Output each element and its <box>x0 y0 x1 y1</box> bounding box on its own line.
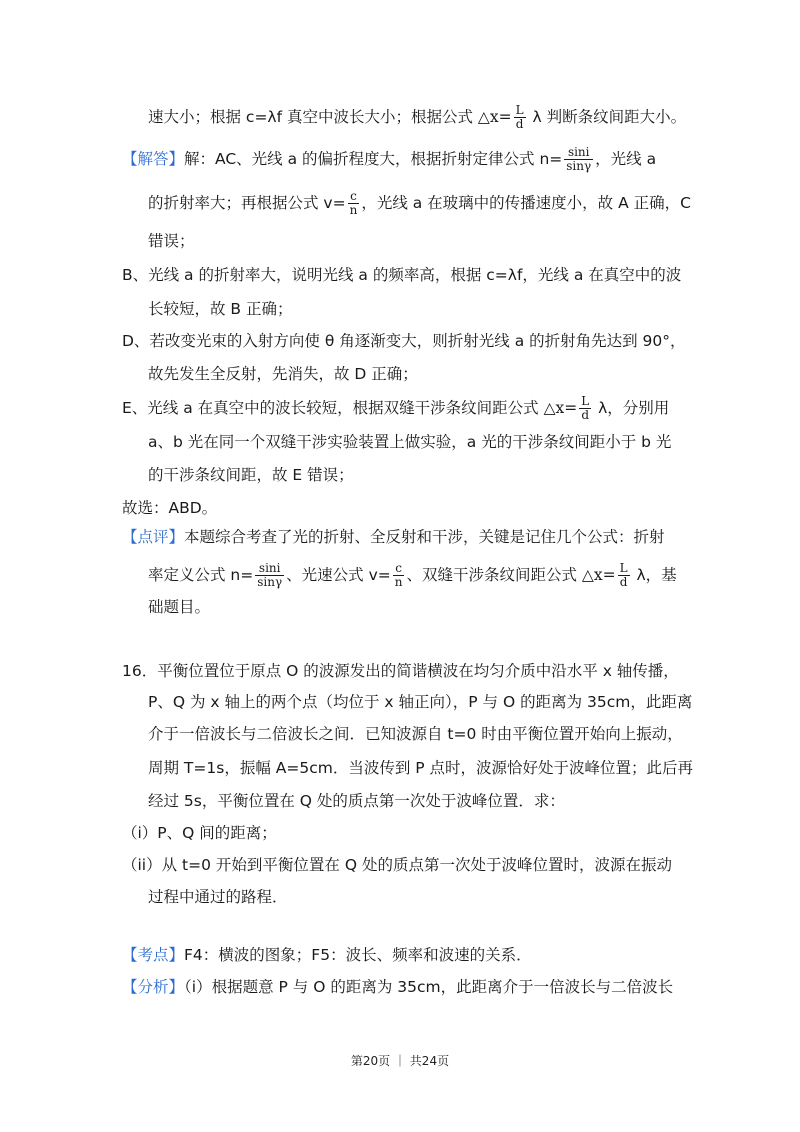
text-line <box>122 146 656 173</box>
question-line: 介于一倍波长与二倍波长之间．已知波源自 t=0 时由平衡位置开始向上振动， <box>148 725 683 743</box>
question-line: 经过 5s，平衡位置在 Q 处的质点第一次处于波峰位置．求： <box>148 792 565 810</box>
line-text: ，光线 a <box>595 150 657 168</box>
text-line <box>148 104 686 131</box>
text-line: a、b 光在同一个双缝干涉实验装置上做实验，a 光的干涉条纹间距小于 b 光 <box>148 433 672 451</box>
fraction: $\frac{L}{d}$ <box>619 561 628 589</box>
text-line: B、光线 a 的折射率大，说明光线 a 的频率高，根据 c=λf，光线 a 在真空中的波 <box>122 266 682 284</box>
delta-x-symbol: △x= <box>477 108 512 126</box>
question-line: （ii）从 t=0 开始到平衡位置在 Q 处的质点第一次处于波峰位置时，波源在振动 <box>122 856 672 874</box>
section-tag-answer: 【解答】 <box>122 150 185 168</box>
section-tag-review: 【点评】 <box>122 528 185 546</box>
fraction: $\frac{c}{n}$ <box>394 561 403 589</box>
line-text: λ，基 <box>631 566 677 584</box>
line-text: 的折射率大；再根据公式 v= <box>148 194 346 212</box>
page-footer: 第20页 ｜ 共24页 <box>350 1054 450 1068</box>
line-text: λ 判断条纹间距大小。 <box>527 108 687 126</box>
line-text: ，光线 a 在玻璃中的传播速度小，故 A 正确，C <box>361 194 691 212</box>
text-line: 长较短，故 B 正确； <box>148 300 293 318</box>
text-line <box>122 395 669 422</box>
text-line: 错误； <box>148 232 195 250</box>
text-line: 的干涉条纹间距，故 E 错误； <box>148 466 354 484</box>
line-text: 率定义公式 n= <box>148 566 254 584</box>
question-line: 16．平衡位置位于原点 O 的波源发出的简谐横波在均匀介质中沿水平 x 轴传播， <box>122 662 679 680</box>
line-text: 本题综合考查了光的折射、全反射和干涉，关键是记住几个公式：折射 <box>184 528 665 546</box>
question-line: P、Q 为 x 轴上的两个点（均位于 x 轴正向），P 与 O 的距离为 35cm，此距离 <box>148 693 693 711</box>
delta-x-symbol: △x= <box>543 399 578 417</box>
delta-x-symbol: △x= <box>581 566 616 584</box>
fraction: $\frac{L}{d}$ <box>515 103 524 131</box>
fraction: $\frac{\sin i}{\sin\gamma}$ <box>566 145 592 173</box>
text-line: 础题目。 <box>148 598 211 616</box>
line-text: F4：横波的图象；F5：波长、频率和波速的关系． <box>184 946 532 964</box>
text-line <box>122 526 665 548</box>
fraction: $\frac{\sin i}{\sin\gamma}$ <box>257 561 283 589</box>
text-line: 故先发生全反射，先消失，故 D 正确； <box>148 365 418 383</box>
line-text: E、光线 a 在真空中的波长较短，根据双缝干涉条纹间距公式 <box>122 399 544 417</box>
text-line <box>148 562 677 589</box>
line-text: λ，分别用 <box>593 399 670 417</box>
line-text: 、双缝干涉条纹间距公式 <box>406 566 582 584</box>
text-line <box>122 976 673 998</box>
text-line <box>148 190 691 217</box>
question-line: 过程中通过的路程． <box>148 888 288 906</box>
text-line: 故选：ABD。 <box>122 499 218 517</box>
fraction: $\frac{L}{d}$ <box>581 394 590 422</box>
text-line <box>122 944 532 966</box>
fraction: $\frac{c}{n}$ <box>349 189 358 217</box>
section-tag-analysis: 【分析】 <box>122 978 185 996</box>
question-line: 周期 T=1s，振幅 A=5cm．当波传到 P 点时，波源恰好处于波峰位置；此后再 <box>148 759 694 777</box>
line-text: 解：AC、光线 a 的偏折程度大，根据折射定律公式 n= <box>184 150 563 168</box>
text-line: D、若改变光束的入射方向使 θ 角逐渐变大，则折射光线 a 的折射角先达到 90°， <box>122 332 686 350</box>
line-text: 、光速公式 v= <box>286 566 391 584</box>
question-line: （i）P、Q 间的距离； <box>122 824 277 842</box>
line-text: （i）根据题意 P 与 O 的距离为 35cm，此距离介于一倍波长与二倍波长 <box>184 978 674 996</box>
section-tag-topic: 【考点】 <box>122 946 185 964</box>
line-text: 速大小；根据 c=λf 真空中波长大小；根据公式 <box>148 108 478 126</box>
